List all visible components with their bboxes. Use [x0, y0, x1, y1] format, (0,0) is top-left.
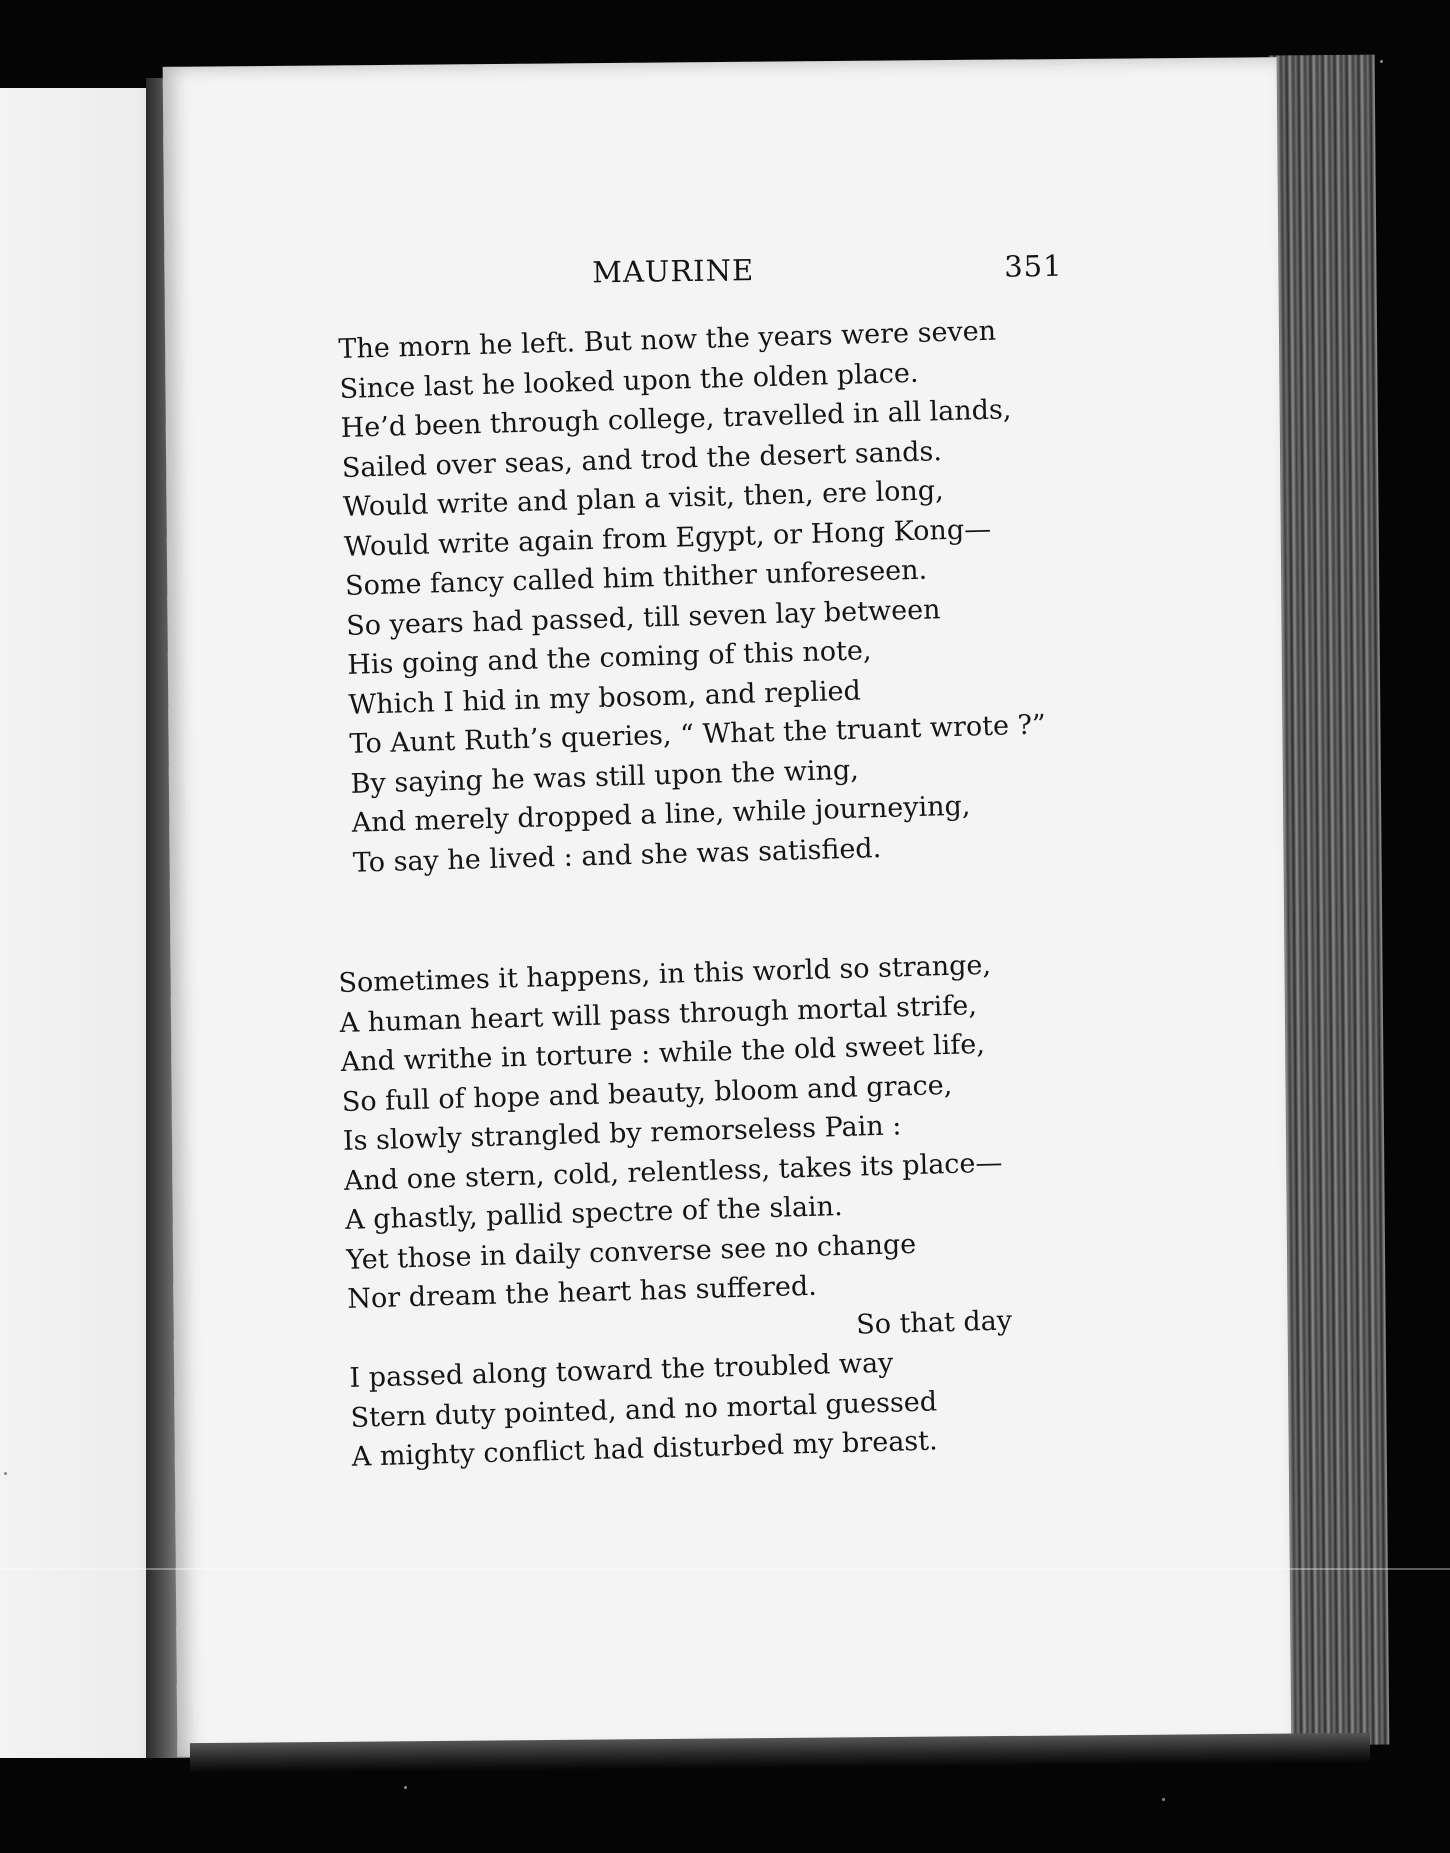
verse-line: So years had passed, till seven lay between [345, 593, 941, 642]
verse-line: His going and the coming of this note, [346, 635, 872, 681]
verse-line: Yet those in daily converse see no change [345, 1228, 917, 1276]
dust-speck [1162, 1798, 1165, 1801]
dust-speck [404, 1786, 407, 1789]
verse-line-indented: So that day [855, 1304, 1013, 1341]
verse-line: A mighty conflict had disturbed my breast. [351, 1425, 939, 1473]
verse-line: The morn he left. But now the years were seven [338, 315, 997, 365]
verse-line: To say he lived : and she was satisfied. [352, 832, 882, 879]
verse-line: A ghastly, pallid spectre of the slain. [344, 1191, 843, 1236]
verse-line: By saying he was still upon the wing, [350, 754, 860, 800]
verse-line: Sometimes it happens, in this world so strange, [338, 949, 992, 999]
stanza-1 [338, 308, 1133, 883]
verse-line: Sailed over seas, and trod the desert sands. [341, 435, 943, 484]
verse-line: Nor dream the heart has suffered. [346, 1270, 818, 1315]
verse-line: And writhe in torture : while the old sweet life, [340, 1028, 986, 1078]
book-page [163, 57, 1292, 1757]
verse-line: Would write again from Egypt, or Hong Kong— [343, 513, 992, 563]
verse-line: Is slowly strangled by remorseless Pain : [342, 1110, 902, 1157]
stanza-2 [338, 942, 1132, 1477]
verse-line: Would write and plan a visit, then, ere long, [342, 475, 945, 523]
verse-line: To Aunt Ruth’s queries, “ What the truant wrote ?” [349, 709, 1047, 760]
verse-line: So full of hope and beauty, bloom and grace, [341, 1069, 953, 1118]
verse-line: And one stern, cold, relentless, takes its place— [343, 1147, 1003, 1197]
verse-line: And merely dropped a line, while journeying, [351, 790, 971, 839]
scan-artifact-line [0, 1568, 1450, 1570]
verse-line: Which I hid in my bosom, and replied [348, 675, 862, 721]
verse-line: I passed along toward the troubled way [349, 1347, 894, 1394]
dust-speck [1380, 60, 1383, 63]
dust-speck [4, 1472, 7, 1475]
verse-line: Stern duty pointed, and no mortal guessed [350, 1385, 938, 1434]
page-number: 351 [1003, 248, 1063, 284]
verse-line: He’d been through college, travelled in all lands, [340, 394, 1012, 444]
verse-line: Some fancy called him thither unforeseen. [344, 554, 928, 602]
verse-line: Since last he looked upon the olden place. [339, 357, 919, 405]
running-head-title: MAURINE [592, 253, 755, 290]
verse-line: A human heart will pass through mortal strife, [339, 989, 978, 1039]
